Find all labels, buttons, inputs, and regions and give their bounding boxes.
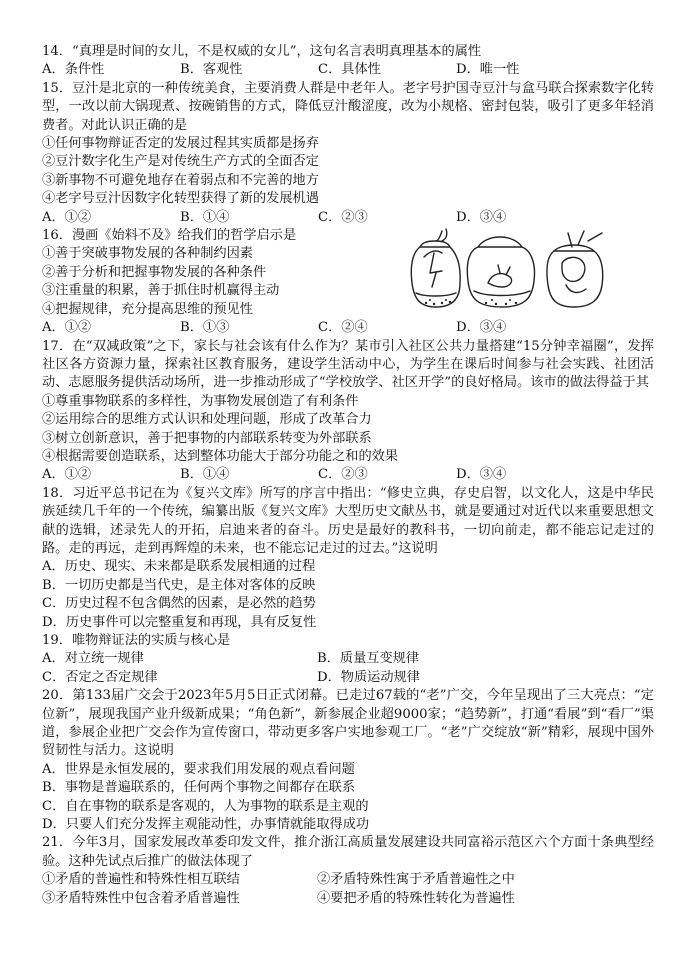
statement-item: ①任何事物辩证否定的发展过程其实质都是扬弃 [42,136,319,152]
statement-item: ②豆汁数字化生产是对传统生产方式的全面否定 [42,154,319,170]
statement-item: ③矛盾特殊性中包含着矛盾普遍性 [42,890,240,906]
option-a[interactable]: A．历史、现实、未来都是联系发展相通的过程 [42,559,316,575]
option-a[interactable]: A．条件性 [42,62,105,78]
option-c[interactable]: C．否定之否定规律 [42,669,158,685]
question-18 [42,485,654,632]
statement-item: ④把握规律，充分提高思维的预见性 [42,301,253,317]
option-b[interactable]: B．质量互变规律 [317,651,420,667]
question-stem: 19．唯物辩证法的实质与核心是 [42,633,231,648]
statement-item: ①善于突破事物发展的各种制约因素 [42,246,253,262]
question-17 [42,338,654,485]
option-a[interactable]: A．①② [42,467,92,483]
statement-item: ③注重量的积累，善于抓住时机赢得主动 [42,283,280,299]
jar-2-icon [467,237,534,307]
option-a[interactable]: A．对立统一规律 [42,651,144,667]
question-stem: 14．“真理是时间的女儿，不是权威的女儿”，这句名言表明真理基本的属性 [42,44,482,59]
statement-item: ③新事物不可避免地存在着弱点和不完善的地方 [42,172,319,188]
option-b[interactable]: B．客观性 [180,62,243,78]
statement-item: ①矛盾的普遍性和特殊性相互联结 [42,872,240,888]
option-b[interactable]: B．①④ [180,467,230,483]
answer-options [42,669,654,687]
question-stem: 20．第133届广交会于2023年5月5日正式闭幕。已走过67载的“老”广交，今年呈现出了三大亮点：“定位新”，展现我国产业升级新成果；“角色新”，新参展企业超9000家；“趋势新”，打通“看展”到“看厂”渠道，参展企业把广交会作为宣传窗口，带动更多客户实地参观工厂。“老”广交绽放“新”精彩，展现中国外贸韧性与活力。这说明 [42,688,654,759]
option-b[interactable]: B．①④ [180,209,230,225]
question-20 [42,687,654,834]
cartoon-jars-illustration [406,227,610,313]
option-d[interactable]: D．唯一性 [456,62,520,78]
question-16 [42,227,654,337]
exam-page [42,43,654,908]
option-d[interactable]: D．③④ [456,209,507,225]
question-stem: 16．漫画《始料不及》给我们的哲学启示是 [42,228,297,244]
statement-items [42,871,654,889]
option-b[interactable]: B．①③ [180,320,230,336]
option-c[interactable]: C．具体性 [318,62,381,78]
option-d[interactable]: D．③④ [456,320,507,336]
statement-item: ③树立创新意识，善于把事物的内部联系转变为外部联系 [42,430,372,446]
option-b[interactable]: B．一切历史都是当代史，是主体对客体的反映 [42,577,316,593]
option-c[interactable]: C．自在事物的联系是客观的，人为事物的联系是主观的 [42,798,369,814]
question-14 [42,43,654,80]
option-d[interactable]: D．只要人们充分发挥主观能动性，办事情就能取得成功 [42,817,370,833]
statement-item: ④老字号豆汁因数字化转型获得了新的发展机遇 [42,191,319,207]
question-19 [42,632,654,687]
option-c[interactable]: C．历史过程不包含偶然的因素，是必然的趋势 [42,596,316,612]
option-d[interactable]: D．物质运动规律 [317,669,420,685]
statement-items [42,890,654,908]
question-stem: 15．豆汁是北京的一种传统美食，主要消费人群是中老年人。老字号护国寺豆汁与盒马联合探索数字化转型，一改以前大锅现煮、按碗销售的方式，降低豆汁酸涩度，改为小规格、密封包装，吸引了更多年轻消费者。对此认识正确的是 [42,80,654,133]
option-a[interactable]: A．①② [42,209,92,225]
answer-options [42,319,654,337]
question-stem: 17．在“双减政策”之下，家长与社会该有什么作为？某市引入社区公共力量搭建“15分钟幸福圈”，发挥社区各方资源力量，探索社区教育服务，建设学生活动中心，为学生在课后时间参与社会实践、社团活动、志愿服务提供活动场所，进一步推动形成了“学校放学、社区开学”的良好格局。该市的做法得益于其 [42,338,654,391]
statement-item: ④根据需要创造联系，达到整体功能大于部分功能之和的效果 [42,448,399,464]
option-c[interactable]: C．②③ [318,209,368,225]
option-a[interactable]: A．世界是永恒发展的，要求我们用发展的观点看问题 [42,761,355,777]
option-b[interactable]: B．事物是普遍联系的，任何两个事物之间都存在联系 [42,780,356,796]
answer-options [42,650,654,668]
question-stem: 18．习近平总书记在为《复兴文库》所写的序言中指出：“修史立典，存史启智，以文化人，这是中华民族延续几千年的一个传统，编纂出版《复兴文库》大型历史文献丛书，就是要通过对近代以来重要思想文献的选辑，述录先人的开拓，启迪来者的奋斗。历史是最好的教科书，一切向前走，都不能忘记走过的路。走的再远，走到再辉煌的未来，也不能忘记走过的过去。”这说明 [42,485,654,556]
statement-item: ②善于分析和把握事物发展的各种条件 [42,264,267,280]
statement-item: ②矛盾特殊性寓于矛盾普遍性之中 [317,872,515,888]
answer-options [42,61,654,79]
statement-item: ①尊重事物联系的多样性，为事物发展创造了有利条件 [42,393,359,409]
option-c[interactable]: C．②④ [318,320,368,336]
option-d[interactable]: D．③④ [456,467,507,483]
option-a[interactable]: A．①② [42,320,92,336]
question-stem: 21．今年3月，国家发展改革委印发文件，推介浙江高质量发展建设共同富裕示范区六个方面十条典型经验。这种先试点后推广的做法体现了 [42,835,654,869]
answer-options [42,466,654,484]
option-d[interactable]: D．历史事件可以完整重复和再现，具有反复性 [42,614,317,630]
question-21 [42,834,654,908]
statement-item: ④要把矛盾的特殊性转化为普遍性 [317,890,515,906]
option-c[interactable]: C．②③ [318,467,368,483]
jar-3-icon [547,231,603,307]
answer-options [42,209,654,227]
question-15 [42,80,654,227]
statement-item: ②运用综合的思维方式认识和处理问题，形成了改革合力 [42,412,372,428]
jar-1-icon [411,229,460,307]
